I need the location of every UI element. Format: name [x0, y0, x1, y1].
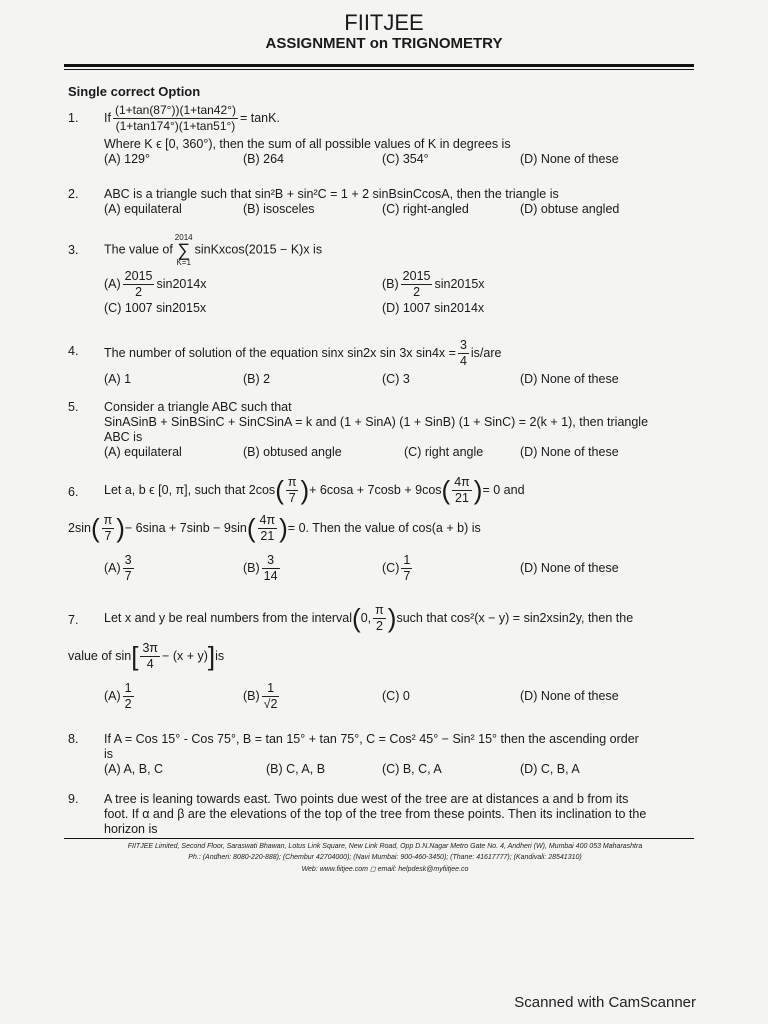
option-b-fraction	[262, 553, 280, 584]
question-5	[68, 400, 698, 462]
question-number: 5.	[68, 400, 79, 414]
paren-open: (	[275, 475, 284, 505]
question-number: 2.	[68, 187, 79, 201]
q8-line1: If A = Cos 15° - Cos 75°, B = tan 15° + tan 75°, C = Cos² 45° − Sin² 15° then the ascending order	[104, 732, 639, 746]
option-c	[382, 553, 414, 584]
option-b-fraction	[401, 269, 433, 300]
frac-denominator: √2	[263, 697, 278, 711]
four-pi-over-21	[452, 475, 472, 506]
q2-text: ABC is a triangle such that sin²B + sin²C = 1 + 2 sinBsinCcosA, then the triangle is	[104, 187, 559, 201]
question-9	[68, 792, 698, 838]
paren-open: (	[441, 475, 451, 505]
paren-close: )	[473, 475, 483, 505]
question-body	[68, 603, 704, 715]
frac-numerator: 3	[459, 338, 467, 352]
q9-line1: A tree is leaning towards east. Two points due west of the tree are at distances a and b from its	[104, 792, 629, 806]
four-pi-over-21	[258, 513, 278, 544]
option-d: (D) None of these	[520, 561, 619, 575]
option-b-label: (B)	[243, 688, 260, 703]
option-a: (A) equilateral	[104, 445, 182, 459]
footer-address: FIITJEE Limited, Second Floor, Saraswati Bhawan, Lotus Link Square, New Link Road, Opp D.N.Nagar Metro Gate No. 4, Andheri (W), Mumbai 400 053 Maharashtra	[127, 843, 643, 850]
footer-phones: Ph.: (Andheri: 8080-220-888); (Chembur 42704000); (Navi Mumbai: 900-460-3450); (Thane: 41617777); (Kandivali: 28541310)	[188, 854, 582, 861]
question-2	[68, 187, 698, 219]
option-a	[104, 269, 207, 300]
frac-numerator: 2015	[402, 269, 431, 283]
option-a: (A) 129°	[104, 152, 150, 166]
q1-fraction	[113, 103, 238, 134]
q3-options-row1	[104, 269, 704, 301]
q5-line1: Consider a triangle ABC such that	[104, 400, 292, 414]
option-b-label: (B)	[243, 560, 260, 575]
question-7	[68, 603, 698, 718]
q8-options	[104, 762, 704, 777]
interval-start: 0,	[360, 610, 372, 625]
q4-text: The number of solution of the equation sinx sin2x sin 3x sin4x =	[104, 345, 456, 360]
footer-rule	[64, 838, 694, 839]
q1-numerator: (1+tan(87°))(1+tan42°)	[114, 103, 236, 117]
question-body	[104, 792, 704, 837]
question-number: 8.	[68, 732, 79, 746]
q6-line1-c: = 0 and	[482, 482, 525, 497]
pi-over-7	[102, 513, 115, 544]
option-c: (C) 1007 sin2015x	[104, 301, 207, 315]
q6-line1-b: + 6cosa + 7cosb + 9cos	[309, 482, 442, 497]
paren-close: )	[116, 513, 125, 543]
q5-line3: ABC is	[104, 430, 143, 444]
frac-numerator: 1	[403, 553, 411, 567]
frac-numerator: 2015	[124, 269, 153, 283]
section-heading: Single correct Option	[68, 84, 201, 99]
q4-fraction	[458, 338, 469, 369]
scanner-watermark: Scanned with CamScanner	[514, 994, 696, 1011]
option-c: (C) B, C, A	[382, 762, 442, 776]
paren-close: )	[279, 513, 288, 543]
frac-denominator: 7	[288, 491, 296, 505]
q7-line2-b: − (x + y)	[162, 648, 208, 663]
question-number: 6.	[68, 485, 79, 499]
option-a-fraction	[123, 553, 134, 584]
frac-numerator: 4π	[454, 475, 470, 489]
q3-options-row2	[104, 301, 704, 316]
frac-denominator: 4	[459, 354, 467, 368]
question-8	[68, 732, 698, 780]
frac-denominator: 2	[124, 697, 132, 711]
q2-options	[104, 202, 704, 217]
frac-numerator: 3	[124, 553, 132, 567]
option-b: (B) C, A, B	[266, 762, 326, 776]
question-number: 4.	[68, 344, 79, 358]
q1-rhs: = tanK.	[239, 110, 280, 125]
option-b: (B) isosceles	[243, 202, 315, 216]
question-body	[104, 732, 704, 777]
question-body	[104, 233, 704, 316]
question-1	[68, 103, 698, 173]
bracket-open: [	[131, 641, 139, 671]
frac-denominator: 21	[260, 529, 275, 543]
option-b	[382, 269, 485, 300]
q5-line2: SinASinB + SinBSinC + SinCSinA = k and (1 + SinA) (1 + SinB) (1 + SinC) = 2(k + 1), then triangle	[104, 415, 649, 429]
frac-numerator: 3	[262, 553, 280, 569]
q9-line3: horizon is	[104, 822, 158, 836]
q3-expression: sinKxcos(2015 − K)x is	[194, 242, 323, 257]
option-d: (D) None of these	[520, 152, 619, 166]
option-a-fraction	[123, 681, 134, 712]
question-6	[68, 475, 698, 590]
q7-line1-a: Let x and y be real numbers from the interval	[104, 610, 353, 625]
q6-options	[104, 553, 704, 587]
paren-close: )	[300, 475, 310, 505]
question-3	[68, 233, 698, 325]
frac-numerator: 1	[124, 681, 132, 695]
q5-options	[104, 445, 704, 460]
pi-over-2	[373, 603, 386, 634]
paren-close: )	[387, 603, 397, 633]
option-c: (C) 3	[382, 372, 410, 386]
option-c-label: (C)	[382, 560, 400, 575]
option-c: (C) right-angled	[382, 202, 469, 216]
q7-options	[104, 681, 704, 715]
frac-denominator: 2	[135, 285, 143, 299]
frac-numerator: π	[287, 475, 297, 489]
frac-denominator: 2	[375, 619, 383, 633]
option-c: (C) 354°	[382, 152, 429, 166]
q3-prefix: The value of	[104, 242, 173, 257]
question-body	[104, 338, 704, 387]
option-b: (B) 264	[243, 152, 284, 166]
summation-symbol	[175, 233, 193, 267]
option-b-label: (B)	[382, 276, 399, 291]
option-c: (C) right angle	[404, 445, 484, 459]
question-4	[68, 338, 698, 388]
frac-denominator: 2	[413, 285, 421, 299]
question-number: 7.	[68, 613, 79, 627]
option-a: (A) equilateral	[104, 202, 182, 216]
paren-open: (	[352, 603, 361, 633]
option-d: (D) C, B, A	[520, 762, 580, 776]
option-b-rest: sin2015x	[434, 276, 485, 291]
question-body	[104, 187, 704, 217]
option-c: (C) 0	[382, 689, 410, 703]
option-b: (B) 2	[243, 372, 271, 386]
q4-tail: is/are	[470, 345, 502, 360]
q7-line2-c: is	[215, 648, 225, 663]
q4-options	[104, 372, 704, 387]
q7-line2-a: value of sin	[68, 648, 132, 663]
sigma-icon: ∑	[177, 240, 191, 260]
paren-open: (	[90, 513, 100, 543]
frac-denominator: 7	[403, 569, 411, 583]
frac-denominator: 21	[455, 491, 469, 505]
option-b-fraction	[262, 681, 280, 712]
institute-name: FIITJEE	[344, 10, 424, 35]
sum-lower-limit: K=1	[176, 258, 191, 267]
frac-denominator: 7	[104, 529, 112, 543]
sum-upper-limit: 2014	[174, 233, 193, 242]
option-a-label: (A)	[104, 560, 121, 575]
q6-line2-c: = 0. Then the value of cos(a + b) is	[287, 520, 481, 535]
frac-numerator: π	[375, 603, 384, 617]
option-a	[104, 553, 136, 584]
option-c-fraction	[401, 553, 412, 584]
q6-line1-a: Let a, b ϵ [0, π], such that 2cos	[104, 482, 276, 497]
frac-numerator: 1	[262, 681, 280, 697]
question-number: 1.	[68, 111, 79, 125]
q1-denominator: (1+tan174°)(1+tan51°)	[115, 119, 236, 133]
option-d: (D) None of these	[520, 445, 619, 459]
option-a	[104, 681, 136, 712]
assignment-title: ASSIGNMENT on TRIGNOMETRY	[265, 35, 503, 52]
question-number: 9.	[68, 792, 79, 806]
q8-line2: is	[104, 747, 114, 761]
option-a-rest: sin2014x	[156, 276, 207, 291]
q1-options	[104, 152, 704, 167]
frac-denominator: 7	[124, 569, 132, 583]
option-d: (D) None of these	[520, 372, 619, 386]
q1-if: If	[104, 110, 111, 125]
three-pi-over-4	[140, 641, 160, 672]
question-number: 3.	[68, 243, 79, 257]
q6-line2-a: 2sin	[68, 520, 91, 535]
q7-line1-b: such that cos²(x − y) = sin2xsin2y, then the	[396, 610, 634, 625]
bracket-close: ]	[207, 641, 216, 671]
frac-numerator: 3π	[142, 641, 159, 655]
footer-web: Web: www.fiitjee.com ◻ email: helpdesk@myfiitjee.co	[301, 866, 469, 873]
question-body	[104, 103, 704, 167]
q9-line2: foot. If α and β are the elevations of the top of the tree from these points. Then its inclination to the	[104, 807, 647, 821]
frac-denominator: 4	[146, 657, 154, 671]
header-rule-thin	[64, 69, 694, 70]
question-body	[104, 400, 704, 460]
option-b: (B) obtused angle	[243, 445, 342, 459]
option-a-label: (A)	[104, 688, 121, 703]
q1-line2: Where K ϵ [0, 360°), then the sum of all possible values of K in degrees is	[104, 137, 511, 151]
question-body	[68, 475, 704, 587]
header-rule-thick	[64, 64, 694, 67]
frac-numerator: 4π	[259, 513, 276, 527]
option-a-fraction	[123, 269, 155, 300]
paren-open: (	[246, 513, 256, 543]
option-a: (A) A, B, C	[104, 762, 164, 776]
frac-numerator: π	[103, 513, 113, 527]
option-b	[243, 681, 281, 712]
option-d: (D) obtuse angled	[520, 202, 620, 216]
frac-denominator: 14	[263, 569, 278, 583]
option-a-label: (A)	[104, 276, 121, 291]
option-a: (A) 1	[104, 372, 132, 386]
q6-line2-b: − 6sina + 7sinb − 9sin	[124, 520, 247, 535]
option-b	[243, 553, 282, 584]
pi-over-7	[286, 475, 299, 506]
option-d: (D) 1007 sin2014x	[382, 301, 485, 315]
option-d: (D) None of these	[520, 689, 619, 703]
